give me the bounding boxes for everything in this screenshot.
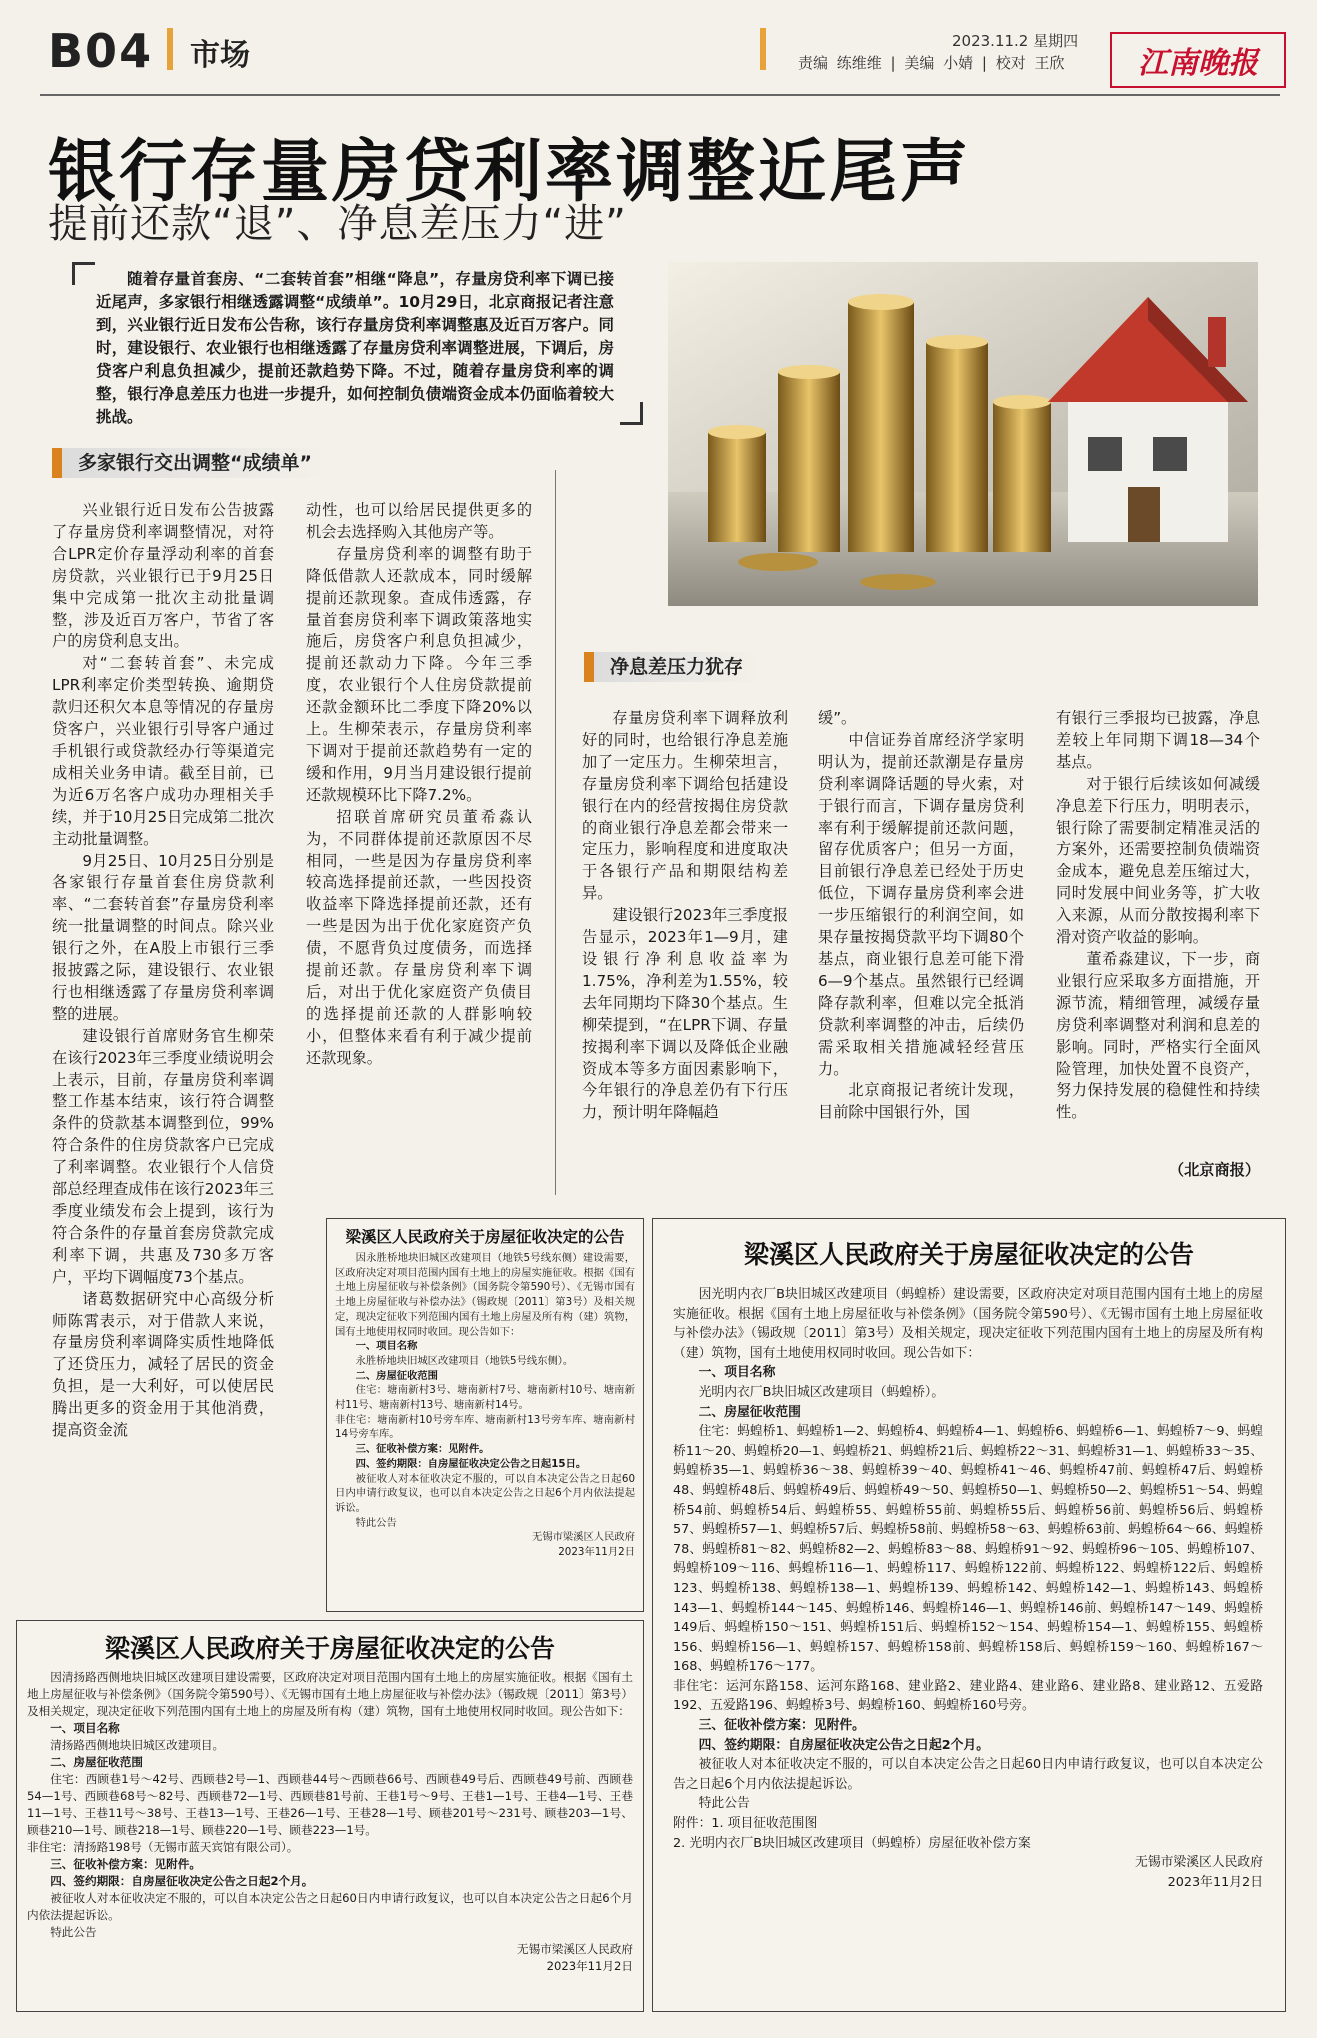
lead-paragraph: 随着存量首套房、“二套转首套”相继“降息”，存量房贷利率下调已接近尾声，多家银行相继透露调整“成绩单”。10月29日，北京商报记者注意到，兴业银行近日发布公告称，该行存量房贷利率调整惠及近百万客户。同时，建设银行、农业银行也相继透露了存量房贷利率调整进展，下调后，房贷客户利息负担减少，提前还款趋势下降。不过，随着存量房贷利率的调整，银行净息差压力也进一步提升，如何控制负债端资金成本仍面临着较大挑战。 <box>96 270 614 426</box>
article-paragraph: 存量房贷利率下调释放利好的同时，也给银行净息差施加了一定压力。生柳荣坦言，存量房贷利率下调给包括建设银行在内的经营按揭住房贷款的商业银行净息差都会带来一定压力，影响程度和进度取决于各银行产品和期限结构差异。 <box>582 709 788 903</box>
notice-date: 2023年11月2日 <box>558 1546 635 1559</box>
issue-date: 2023.11.2 星期四 <box>952 32 1079 50</box>
notice-item-body: 被征收人对本征收决定不服的，可以自本决定公告之日起60日内申请行政复议，也可以自本决定公告之日起6个月内依法提起诉讼。 <box>335 1472 635 1514</box>
notice-signer: 无锡市梁溪区人民政府 <box>517 1942 633 1956</box>
notice-item-heading: 三、征收补偿方案：见附件。 <box>698 1718 865 1734</box>
notice-title: 梁溪区人民政府关于房屋征收决定的公告 <box>345 1227 625 1246</box>
notice-item-heading: 二、房屋征收范围 <box>698 1404 801 1420</box>
article-paragraph: 中信证券首席经济学家明明认为，提前还款潮是存量房贷利率调降话题的导火索，对于银行而言，下调存量房贷利率有利于缓解提前还款问题，留存优质客户；但另一方面，目前银行净息差已经处于历史低位，下调存量房贷利率会进一步压缩银行的利润空间，如果存量按揭贷款平均下调80个基点，商业银行息差可能下滑6—9个基点。虽然银行已经调降存款利率，但难以完全抵消贷款利率调整的冲击，后续仍需采取相关措施减轻经营压力。 <box>818 730 1024 1078</box>
notice-item-heading: 一、项目名称 <box>698 1365 776 1381</box>
article-paragraph: 动性，也可以给居民提供更多的机会去选择购入其他房产等。 <box>306 501 532 541</box>
notice-item-body: 住宅：蚂蝗桥1、蚂蝗桥1—2、蚂蝗桥4、蚂蝗桥4—1、蚂蝗桥6、蚂蝗桥6—1、蚂蝗桥7～9、蚂蝗桥11～20、蚂蝗桥20—1、蚂蝗桥21、蚂蝗桥21后、蚂蝗桥22～31、蚂蝗桥31—1、蚂蝗桥33～35、蚂蝗桥35—1、蚂蝗桥36～38、蚂蝗桥39～40、蚂蝗桥41～46、蚂蝗桥47前、蚂蝗桥47后、蚂蝗桥48、蚂蝗桥48后、蚂蝗桥49后、蚂蝗桥49～50、蚂蝗桥50—1、蚂蝗桥50—2、蚂蝗桥51～54、蚂蝗桥54前、蚂蝗桥54后、蚂蝗桥55、蚂蝗桥55前、蚂蝗桥55后、蚂蝗桥56前、蚂蝗桥56后、蚂蝗桥57、蚂蝗桥57—1、蚂蝗桥57后、蚂蝗桥58前、蚂蝗桥58～63、蚂蝗桥63前、蚂蝗桥64～66、蚂蝗桥78、蚂蝗桥81～82、蚂蝗桥82—2、蚂蝗桥83～88、蚂蝗桥91～92、蚂蝗桥96～105、蚂蝗桥107、蚂蝗桥109～116、蚂蝗桥116—1、蚂蝗桥117、蚂蝗桥122前、蚂蝗桥122、蚂蝗桥122后、蚂蝗桥123、蚂蝗桥138、蚂蝗桥138—1、蚂蝗桥139、蚂蝗桥142、蚂蝗桥142—1、蚂蝗桥143、蚂蝗桥143—1、蚂蝗桥144～145、蚂蝗桥146、蚂蝗桥146—1、蚂蝗桥146前、蚂蝗桥147～149、蚂蝗桥149后、蚂蝗桥150～151、蚂蝗桥151后、蚂蝗桥152～154、蚂蝗桥154—1、蚂蝗桥155、蚂蝗桥156、蚂蝗桥156—1、蚂蝗桥157、蚂蝗桥158前、蚂蝗桥158后、蚂蝗桥159～160、蚂蝗桥167～168、蚂蝗桥176～177。 非住宅：运河东路158、运河东路168、建业路2、建业路4、建业路6、建业路8、建业路12、五爱路192、五爱路196、蚂蝗桥3号、蚂蝗桥160、蚂蝗桥160号旁。 <box>673 1424 1263 1714</box>
section-marker <box>52 448 62 478</box>
article-paragraph: 北京商报记者统计发现，目前除中国银行外，国 <box>818 1081 1024 1122</box>
newspaper-logo: 江南晚报 <box>1110 32 1286 88</box>
staff-credits: 责编 练维维 | 美编 小婧 | 校对 王欣 <box>798 54 1065 72</box>
notice-item-body: 住宅：塘南新村3号、塘南新村7号、塘南新村10号、塘南新村11号、塘南新村13号、塘南新村14号。 非住宅：塘南新村10号旁车库、塘南新村13号旁车库、塘南新村14号旁车库。 <box>335 1384 635 1441</box>
notice-item-heading: 二、房屋征收范围 <box>355 1369 438 1382</box>
article-column-5 <box>1056 708 1260 1124</box>
subheadline: 提前还款“退”、净息差压力“进” <box>48 201 627 247</box>
article-column-1 <box>52 500 274 1442</box>
notice-date: 2023年11月2日 <box>1167 1874 1263 1890</box>
notice-intro: 因光明内衣厂B块旧城区改建项目（蚂蝗桥）建设需要，区政府决定对项目范围内国有土地上的房屋实施征收。根据《国有土地上房屋征收与补偿条例》（国务院令第590号）、《无锡市国有土地上房屋征收与补偿办法》（锡政规〔2011〕第3号）及相关规定，现决定征收下列范围内国有土地上的房屋及所有构（建）筑物，国有土地使用权同时收回。现公告如下： <box>673 1287 1263 1361</box>
notice-intro: 因清扬路西侧地块旧城区改建项目建设需要，区政府决定对项目范围内国有土地上的房屋实施征收。根据《国有土地上房屋征收与补偿条例》（国务院令第590号）、《无锡市国有土地上房屋征收与补偿办法》（锡政规〔2011〕第3号）及相关规定，现决定征收下列范围内国有土地上的房屋及所有构（建）筑物，国有土地使用权同时收回。现公告如下： <box>27 1670 633 1718</box>
notice-item-body: 住宅：西顾巷1号～42号、西顾巷2号—1、西顾巷44号～西顾巷66号、西顾巷49号后、西顾巷49号前、西顾巷54—1号、西顾巷68号～82号、西顾巷72—1号、西顾巷81号前、王巷1号～9号、王巷1—1号、王巷4—1号、王巷11—1号、王巷11号～38号、王巷13—1号、王巷26—1号、王巷28—1号、顾巷201号～231号、顾巷203—1号、顾巷210—1号、顾巷218—1号、顾巷220—1号、顾巷223—1号。 非住宅：清扬路198号（无锡市蓝天宾馆有限公司）。 <box>27 1772 633 1854</box>
house-coins-photo <box>668 262 1258 606</box>
lead-bracket-open <box>72 262 95 285</box>
notice-item-heading: 四、签约期限：自房屋征收决定公告之日起2个月。 <box>698 1737 990 1753</box>
notice-item-heading: 一、项目名称 <box>355 1340 418 1353</box>
notice-body <box>17 1669 643 1975</box>
article-paragraph: 诸葛数据研究中心高级分析师陈霄表示，对于借款人来说，存量房贷利率调降实质性地降低了还贷压力，减轻了居民的资金负担，是一大利好，可以使居民腾出更多的资金用于其他消费，提高资金流 <box>52 1289 274 1440</box>
header-rule <box>40 94 1280 96</box>
notice-item-heading: 三、征收补偿方案：见附件。 <box>50 1857 201 1871</box>
header-accent-bar <box>167 28 173 70</box>
article-paragraph: 对于银行后续该如何减缓净息差下行压力，明明表示，银行除了需要制定精准灵活的方案外，还需要控制负债端资金成本，避免息差压缩过大，同时发展中间业务等，扩大收入来源，从而分散按揭利率下滑对资产收益的影响。 <box>1056 774 1260 947</box>
notice-item-body: 清扬路西侧地块旧城区改建项目。 <box>50 1738 225 1752</box>
section-header-1 <box>52 448 522 478</box>
notice-item-heading: 四、签约期限：自房屋征收决定公告之日起2个月。 <box>50 1874 314 1888</box>
article-paragraph: 9月25日、10月25日分别是各家银行存量首套住房贷款利率、“二套转首套”存量房贷利率统一批量调整的时间点。除兴业银行之外，在A股上市银行三季报披露之际，建设银行、农业银行也相继透露了存量房贷利率调整的进展。 <box>52 851 274 1023</box>
article-paragraph: 存量房贷利率的调整有助于降低借款人还款成本，同时缓解提前还款现象。查成伟透露，存量首套房贷利率下调政策落地实施后，房贷客户利息负担减少，提前还款动力下降。今年三季度，农业银行个人住房贷款提前还款金额环比二季度下降20%以上。生柳荣表示，存量房贷利率下调对于提前还款趋势有一定的缓和作用，9月当月建设银行提前还款规模环比下降7.2%。 <box>306 544 532 804</box>
article-paragraph: 有银行三季报均已披露，净息差较上年同期下调18—34个基点。 <box>1056 709 1260 771</box>
notice-item-heading: 四、签约期限：自房屋征收决定公告之日起15日。 <box>355 1457 587 1470</box>
notice-item-heading: 三、征收补偿方案：见附件。 <box>355 1443 490 1456</box>
notice-item-body: 被征收人对本征收决定不服的，可以自本决定公告之日起60日内申请行政复议，也可以自本决定公告之日起6个月内依法提起诉讼。 <box>673 1757 1263 1792</box>
article-paragraph: 对“二套转首套”、未完成LPR利率定价类型转换、逾期贷款归还积欠本息等情况的存量房贷客户，兴业银行引导客户通过手机银行或贷款经办行等渠道完成相关业务申请。截至目前，已为近6万名客户成功办理相关手续，并于10月25日完成第二批次主动批量调整。 <box>52 654 274 848</box>
page-code: B04 <box>48 24 154 78</box>
article-paragraph: 缓”。 <box>818 709 857 727</box>
article-column-2 <box>306 500 532 1070</box>
notice-body <box>653 1285 1285 1892</box>
notice-date: 2023年11月2日 <box>546 1959 633 1973</box>
notice-item-body: 特此公告 <box>355 1516 397 1529</box>
notice-title: 梁溪区人民政府关于房屋征收决定的公告 <box>104 1634 555 1663</box>
notice-title: 梁溪区人民政府关于房屋征收决定的公告 <box>743 1240 1194 1269</box>
section-marker <box>584 652 594 682</box>
section-header-2 <box>584 652 1084 682</box>
article-column-4 <box>818 708 1024 1124</box>
notice-item-heading: 二、房屋征收范围 <box>50 1755 143 1769</box>
lead-bracket-close <box>620 402 643 425</box>
notice-item-body: 特此公告 <box>50 1925 97 1939</box>
notice-intro: 因永胜桥地块旧城区改建项目（地铁5号线东侧）建设需要，区政府决定对项目范围内国有土地上的房屋实施征收。根据《国有土地上房屋征收与补偿条例》（国务院令第590号）、《无锡市国有土地上房屋征收与补偿办法》（锡政规〔2011〕第3号）及相关规定，现决定征收下列范围内国有土地上房屋及所有构（建）筑物，国有土地使用权同时收回。现公告如下： <box>335 1252 635 1338</box>
notice-body <box>327 1251 643 1560</box>
notice-qingyanglu <box>16 1620 644 2012</box>
notice-item-body: 被征收人对本征收决定不服的，可以自本决定公告之日起60日内申请行政复议，也可以自本决定公告之日起6个月内依法提起诉讼。 <box>27 1891 633 1922</box>
column-divider <box>555 470 556 1195</box>
header-accent-bar-2 <box>760 28 766 70</box>
article-paragraph: 董希淼建议，下一步，商业银行应采取多方面措施，开源节流，精细管理，减缓存量房贷利率调整对利润和息差的影响。同时，严格实行全面风险管理，加快处置不良资产，努力保持发展的稳健性和持续性。 <box>1056 949 1260 1122</box>
notice-signer: 无锡市梁溪区人民政府 <box>1135 1855 1263 1871</box>
section-title: 净息差压力犹存 <box>594 652 759 682</box>
notice-signer: 无锡市梁溪区人民政府 <box>532 1531 635 1544</box>
notice-item-heading: 一、项目名称 <box>50 1721 120 1735</box>
article-column-3 <box>582 708 788 1124</box>
section-name: 市场 <box>190 38 250 73</box>
notice-item-body: 永胜桥地块旧城区改建项目（地铁5号线东侧）。 <box>355 1354 574 1367</box>
notice-mahuangqiao <box>652 1218 1286 2012</box>
section-title: 多家银行交出调整“成绩单” <box>62 448 328 478</box>
headline: 银行存量房贷利率调整近尾声 <box>48 132 972 212</box>
article-paragraph: 建设银行首席财务官生柳荣在该行2023年三季度业绩说明会上表示，目前，存量房贷利率调整工作基本结束，该行符合调整条件的贷款基本调整到位，99%符合条件的住房贷款客户已完成了利率调整。农业银行个人信贷部总经理查成伟在该行2023年三季度业绩发布会上提到，该行为符合条件的存量首套房贷款完成利率下调，共惠及730多万客户，平均下调幅度73个基点。 <box>52 1026 274 1286</box>
article-paragraph: 招联首席研究员董希淼认为，不同群体提前还款原因不尽相同，一些是因为存量房贷利率较高选择提前还款，一些因投资收益率下降选择提前还款，还有一些是因为出于优化家庭资产负债，不愿背负过度债务，而选择提前还款。存量房贷利率下调后，对出于优化家庭资产负债目的选择提前还款的人群影响较小，但整体来看有利于减少提前还款现象。 <box>306 807 532 1067</box>
article-paragraph: 兴业银行近日发布公告披露了存量房贷利率调整情况，对符合LPR定价存量浮动利率的首套房贷款，兴业银行已于9月25日集中完成第一批次主动批量调整，涉及近百万客户，节省了客户的房贷利息支出。 <box>52 501 274 651</box>
notice-item-body: 光明内衣厂B块旧城区改建项目（蚂蝗桥）。 <box>698 1384 945 1400</box>
notice-item-body: 特此公告 附件：1. 项目征收范围图 2. 光明内衣厂B块旧城区改建项目（蚂蝗桥）房屋征收补偿方案 <box>673 1796 1031 1851</box>
article-source: （北京商报） <box>1168 1161 1260 1179</box>
article-paragraph: 建设银行2023年三季度报告显示，2023年1—9月，建设银行净利息收益率为1.75%，净利差为1.55%，较去年同期均下降30个基点。生柳荣提到，“在LPR下调、存量按揭利率下调以及降低企业融资成本等多方面因素影响下，今年银行的净息差仍有下行压力，预计明年降幅趋 <box>582 906 788 1122</box>
notice-yongshengqiao <box>326 1218 644 1612</box>
